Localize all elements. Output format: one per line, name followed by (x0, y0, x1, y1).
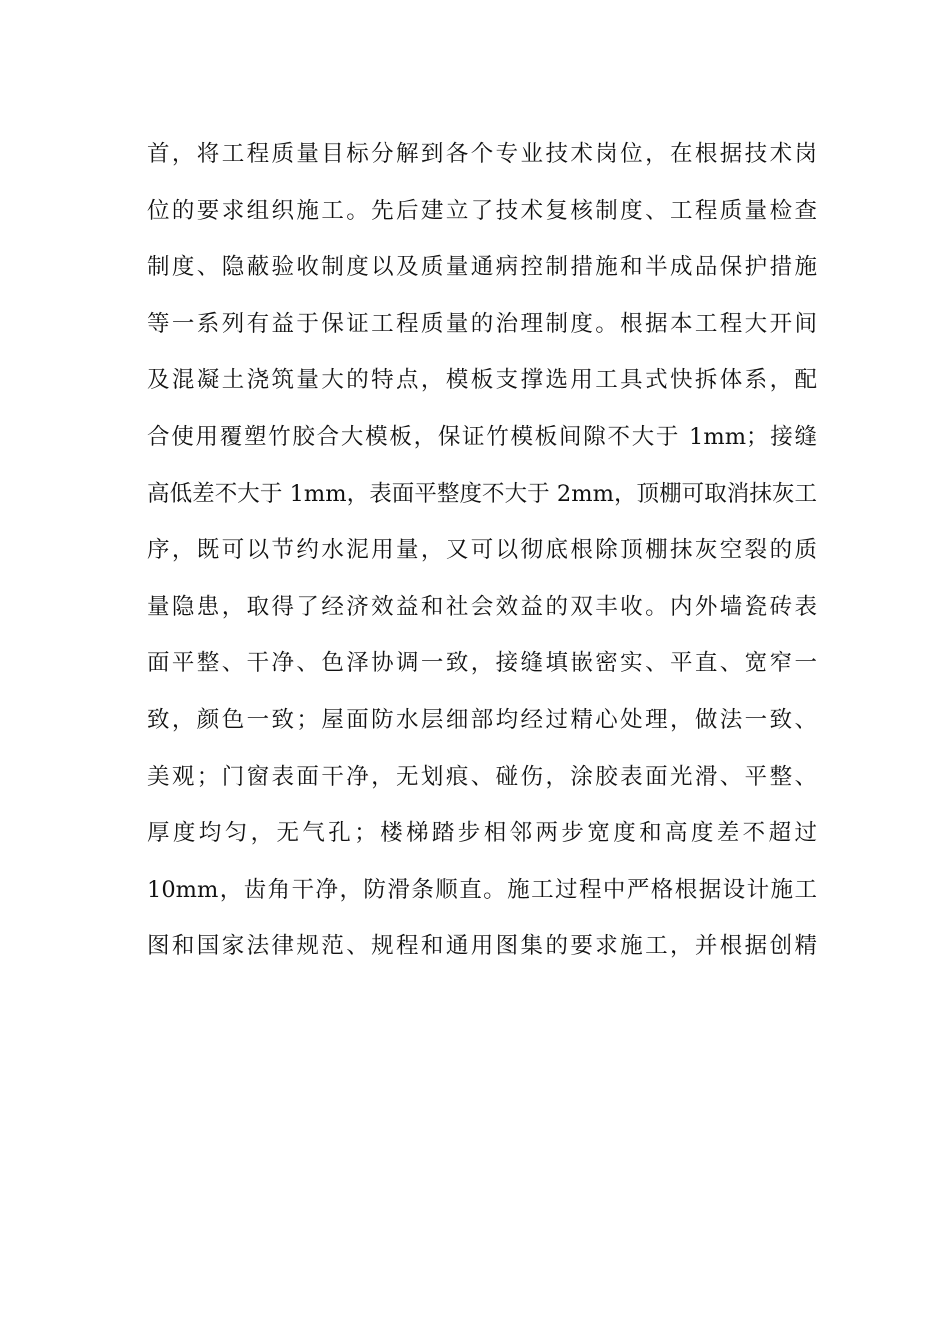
paragraph-line: 位的要求组织施工。先后建立了技术复核制度、工程质量检查 (147, 197, 817, 224)
paragraph-line: 面平整、干净、色泽协调一致，接缝填嵌密实、平直、宽窄一 (147, 650, 817, 677)
paragraph-line: 图和国家法律规范、规程和通用图集的要求施工，并根据创精 (147, 933, 817, 960)
paragraph-line: 10mm，齿角干净，防滑条顺直。施工过程中严格根据设计施工 (147, 876, 817, 903)
paragraph-line: 等一系列有益于保证工程质量的治理制度。根据本工程大开间 (147, 310, 817, 337)
paragraph-line: 及混凝土浇筑量大的特点，模板支撑选用工具式快拆体系，配 (147, 367, 817, 394)
paragraph-line: 厚度均匀，无气孔；楼梯踏步相邻两步宽度和高度差不超过 (147, 820, 817, 847)
paragraph-line: 美观；门窗表面干净，无划痕、碰伤，涂胶表面光滑、平整、 (147, 763, 817, 790)
paragraph-line: 合使用覆塑竹胶合大模板，保证竹模板间隙不大于 1mm；接缝 (147, 423, 817, 450)
paragraph-line: 制度、隐蔽验收制度以及质量通病控制措施和半成品保护措施 (147, 254, 817, 281)
paragraph-line: 量隐患，取得了经济效益和社会效益的双丰收。内外墙瓷砖表 (147, 593, 817, 620)
paragraph-line: 高低差不大于 1mm，表面平整度不大于 2mm，顶棚可取消抹灰工 (147, 480, 817, 507)
paragraph-line: 首，将工程质量目标分解到各个专业技术岗位，在根据技术岗 (147, 141, 817, 167)
body-paragraph (147, 132, 817, 981)
paragraph-line: 致，颜色一致；屋面防水层细部均经过精心处理，做法一致、 (147, 706, 817, 733)
paragraph-line: 序，既可以节约水泥用量，又可以彻底根除顶棚抹灰空裂的质 (147, 537, 817, 564)
